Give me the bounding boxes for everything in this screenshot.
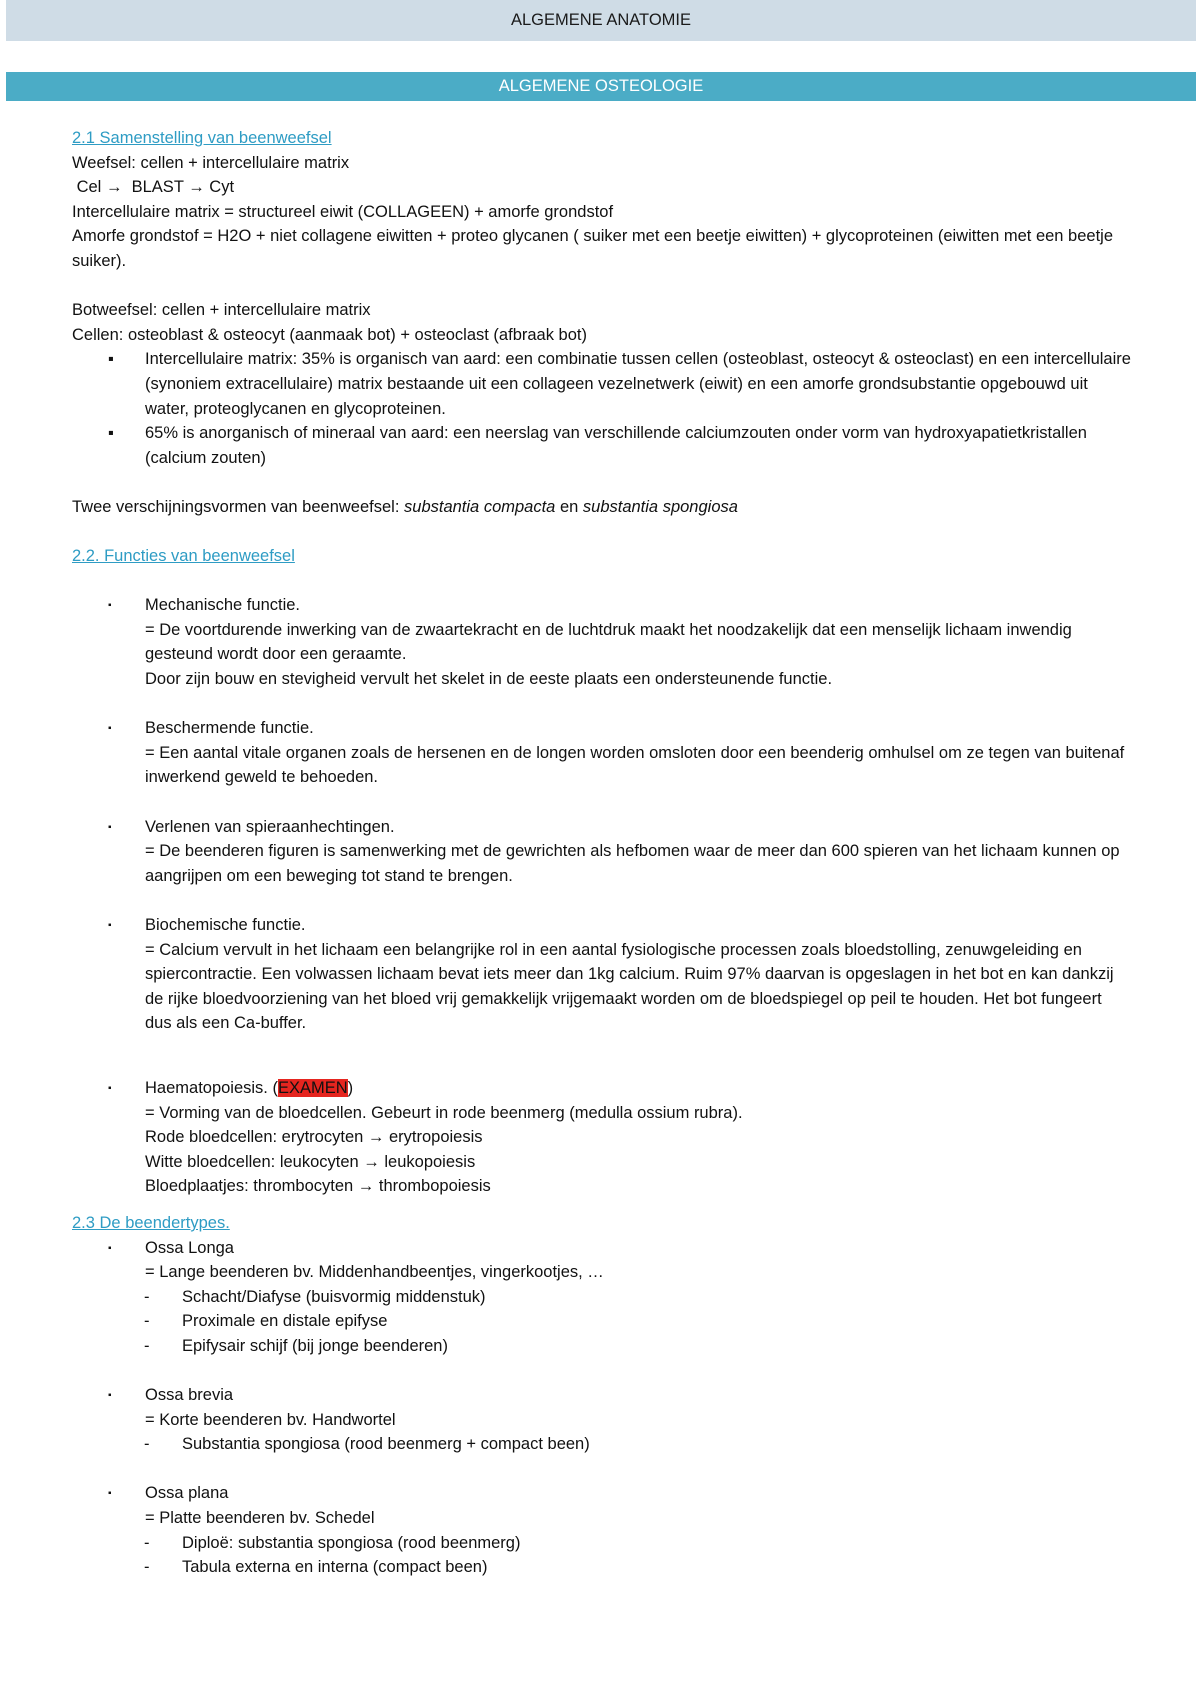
heading-beendertypes[interactable]: 2.3 De beendertypes.: [72, 1213, 230, 1232]
heading-samenstelling[interactable]: 2.1 Samenstelling van beenweefsel: [72, 129, 332, 147]
heading-functies[interactable]: 2.2. Functies van beenweefsel: [72, 547, 295, 566]
square-bullet-icon: ▪: [108, 1390, 112, 1402]
bullet-text: Intercellulaire matrix: 35% is organisch van aard: een combinatie tussen cellen (osteoblast, osteocyt & osteoclast) en een intercellulaire (synoniem extracellulaire) matrix bestaande uit een collageen vezelnetwerk (eiwit) en een amorfe grondsubstantie opgebouwd uit water, proteoglycanen en glycoproteinen.: [145, 350, 1131, 418]
square-bullet-icon: ▪: [108, 920, 112, 931]
document-body: [72, 126, 1132, 1580]
square-bullet-icon: ▪: [108, 723, 112, 735]
list-item-functie: ▪ Mechanische functie. = De voortdurende inwerking van de zwaartekracht en de luchtdruk maakt het noodzakelijk dat een menselijk lichaam inwendig gesteund wordt door een geraamte. Door zijn bouw en stevigheid vervult het skelet in de eeste plaats een ondersteunende functie.: [108, 596, 1072, 689]
list-item: [72, 421, 1132, 470]
list-item-haematopoiesis: ▪ Haematopoiesis. (EXAMEN) = Vorming van de bloedcellen. Gebeurt in rode beenmerg (medulla ossium rubra). Rode bloedcellen: erytrocyten → erytropoiesis Witte bloedcellen: leukocyten → leukopoiesis Bloedplaatjes: thrombocyten → thrombopoiesis: [108, 1078, 743, 1196]
text-botweefsel: Botweefsel: cellen + intercellulaire matrix: [72, 301, 371, 320]
exam-highlight: EXAMEN: [277, 1078, 348, 1097]
dash-item: - Proximale en distale epifyse: [144, 1312, 388, 1331]
square-bullet-icon: ▪: [108, 821, 112, 833]
bullet-icon: ▪: [108, 424, 114, 443]
text-weefsel: Weefsel: cellen + intercellulaire matrix: [72, 153, 350, 172]
dash-item: - Substantia spongiosa (rood beenmerg + compact been): [144, 1435, 590, 1454]
bullet-text: 65% is anorganisch of mineraal van aard: een neerslag van verschillende calciumzouten onder vorm van hydroxyapatietkristallen (calcium zouten): [145, 424, 1087, 467]
list-item-beendertype: ▪ Ossa plana = Platte beenderen bv. Schedel: [108, 1484, 375, 1528]
dash-item: - Tabula externa en interna (compact been): [144, 1558, 488, 1577]
square-bullet-icon: ▪: [108, 1488, 112, 1500]
list-item: [72, 347, 1132, 421]
text-intercellulaire-matrix: Intercellulaire matrix = structureel eiwit (COLLAGEEN) + amorfe grondstof: [72, 202, 614, 221]
dash-item: - Diploë: substantia spongiosa (rood beenmerg): [144, 1533, 521, 1552]
dash-item: - Schacht/Diafyse (buisvormig middenstuk): [144, 1287, 486, 1306]
bullet-icon: ▪: [108, 350, 114, 369]
text-cel-blast-cyt: Cel → BLAST → Cyt: [76, 178, 235, 197]
dash-item: - Epifysair schijf (bij jonge beenderen): [144, 1336, 448, 1355]
section-banner: [6, 72, 1196, 101]
square-bullet-icon: ▪: [108, 600, 112, 612]
text-twee-verschijningsvormen: Twee verschijningsvormen van beenweefsel: substantia compacta en substantia spongiosa: [72, 497, 738, 516]
square-bullet-icon: ▪: [108, 1082, 112, 1094]
header-banner: [6, 0, 1196, 41]
list-item-functie: ▪ Beschermende functie. = Een aantal vitale organen zoals de hersenen en de longen worden omsloten door een beenderig omhulsel om ze tegen van buitenaf inwerkend geweld te behoeden.: [108, 719, 1125, 787]
list-item-beendertype: ▪ Ossa Longa = Lange beenderen bv. Middenhandbeentjes, vingerkootjes, …: [108, 1238, 604, 1282]
section-title: ALGEMENE OSTEOLOGIE: [498, 77, 704, 95]
square-bullet-icon: ▪: [108, 1242, 112, 1254]
text-amorfe-grondstof: Amorfe grondstof = H2O + niet collagene eiwitten + proteo glycanen ( suiker met een beetje eiwitten) + glycoproteinen (eiwitten met een beetje suiker).: [72, 227, 1114, 270]
list-item-beendertype: ▪ Ossa brevia = Korte beenderen bv. Handwortel: [108, 1386, 396, 1429]
list-item-functie: ▪ Biochemische functie. = Calcium vervult in het lichaam een belangrijke rol in een aantal fysiologische processen zoals bloedstolling, zenuwgeleiding en spiercontractie. Een volwassen lichaam bevat iets meer dan 1kg calcium. Ruim 97% daarvan is opgeslagen in het bot en kan dankzij de rijke bloedvoorziening van het bloed vrij gemakkelijk vrijgemaakt worden om de bloedspiegel op peil te houden. Het bot fungeert dus als een Ca-buffer.: [108, 916, 1114, 1033]
text-cellen: Cellen: osteoblast & osteocyt (aanmaak bot) + osteoclast (afbraak bot): [72, 325, 587, 344]
header-title: ALGEMENE ANATOMIE: [510, 11, 692, 29]
list-item-functie: ▪ Verlenen van spieraanhechtingen. = De beenderen figuren is samenwerking met de gewrichten als hefbomen waar de meer dan 600 spieren van het lichaam kunnen op aangrijpen om een beweging tot stand te brengen.: [108, 817, 1120, 885]
